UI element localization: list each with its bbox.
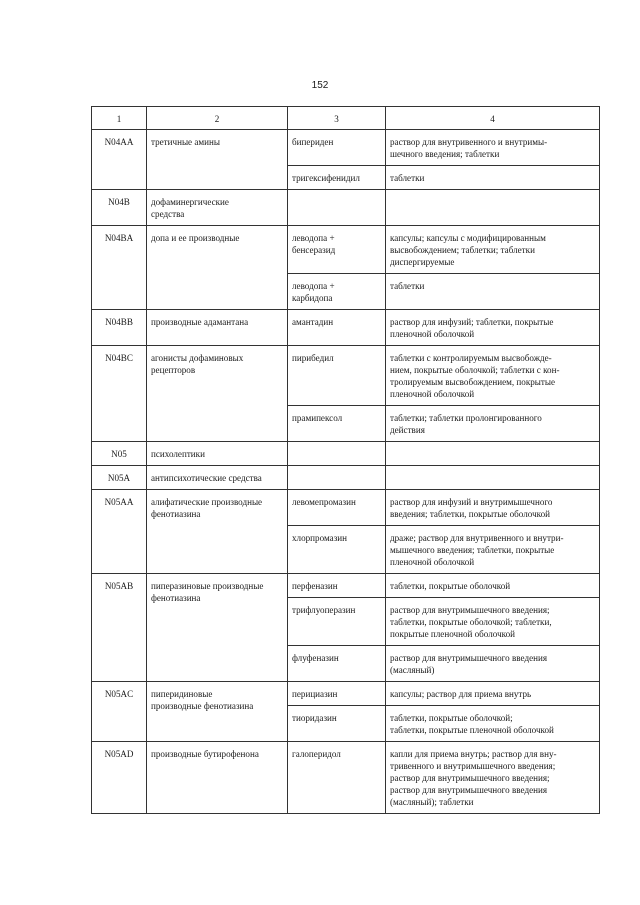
group-name-cell: алифатические производные фенотиазина [147,490,288,574]
table-row [92,742,600,814]
group-name-cell: пиперазиновые производные фенотиазина [147,574,288,682]
dosage-form-cell: таблетки; таблетки пролонгированного действия [386,406,600,442]
drug-name-cell [288,442,386,466]
table-row [92,310,600,346]
dosage-form-cell: раствор для внутривенного и внутримы- шечного введения; таблетки [386,130,600,166]
drug-name-cell: пирибедил [288,346,386,406]
group-name-cell: производные бутирофенона [147,742,288,814]
dosage-form-cell: таблетки [386,166,600,190]
header-row [92,107,600,130]
dosage-form-cell: таблетки [386,274,600,310]
drug-name-cell: бипериден [288,130,386,166]
drug-table [91,106,600,814]
group-name-cell: третичные амины [147,130,288,190]
table-row [92,442,600,466]
page-number: 152 [311,80,329,91]
drug-name-cell: леводопа + бенсеразид [288,226,386,274]
group-name-cell: агонисты дофаминовых рецепторов [147,346,288,442]
atc-code-cell: N05AD [92,742,147,814]
drug-name-cell: флуфеназин [288,646,386,682]
group-name-cell: допа и ее производные [147,226,288,310]
atc-code-cell: N05AC [92,682,147,742]
table-row [92,346,600,406]
table-row [92,490,600,526]
table-row [92,682,600,706]
header-col-2: 2 [147,107,288,130]
drug-name-cell: тригексифенидил [288,166,386,190]
group-name-cell: дофаминергические средства [147,190,288,226]
atc-code-cell: N04BB [92,310,147,346]
table-row [92,190,600,226]
atc-code-cell: N05 [92,442,147,466]
drug-name-cell: перициазин [288,682,386,706]
atc-code-cell: N05A [92,466,147,490]
dosage-form-cell: драже; раствор для внутривенного и внутри- мышечного введения; таблетки, покрытые пленочной оболочкой [386,526,600,574]
drug-name-cell [288,190,386,226]
drug-name-cell: леводопа + карбидопа [288,274,386,310]
table-row [92,130,600,166]
table-row [92,574,600,598]
dosage-form-cell: раствор для внутримышечного введения; таблетки, покрытые оболочкой; таблетки, покрытые пленочной оболочкой [386,598,600,646]
atc-code-cell: N04BC [92,346,147,442]
dosage-form-cell: таблетки, покрытые оболочкой [386,574,600,598]
dosage-form-cell: раствор для инфузий; таблетки, покрытые пленочной оболочкой [386,310,600,346]
group-name-cell: антипсихотические средства [147,466,288,490]
table-row [92,466,600,490]
atc-code-cell: N05AA [92,490,147,574]
table-row [92,226,600,274]
drug-name-cell: галоперидол [288,742,386,814]
dosage-form-cell: таблетки, покрытые оболочкой; таблетки, покрытые пленочной оболочкой [386,706,600,742]
dosage-form-cell: раствор для инфузий и внутримышечного введения; таблетки, покрытые оболочкой [386,490,600,526]
drug-name-cell: амантадин [288,310,386,346]
dosage-form-cell: таблетки с контролируемым высвобожде- нием, покрытые оболочкой; таблетки с кон- тролируемым высвобождением, покрытые пленочной оболочкой [386,346,600,406]
dosage-form-cell [386,442,600,466]
drug-name-cell: трифлуоперазин [288,598,386,646]
drug-name-cell [288,466,386,490]
drug-name-cell: левомепромазин [288,490,386,526]
drug-name-cell: прамипексол [288,406,386,442]
group-name-cell: производные адамантана [147,310,288,346]
atc-code-cell: N04AA [92,130,147,190]
atc-code-cell: N04B [92,190,147,226]
dosage-form-cell [386,466,600,490]
drug-name-cell: перфеназин [288,574,386,598]
atc-code-cell: N05AB [92,574,147,682]
dosage-form-cell: капли для приема внутрь; раствор для вну- тривенного и внутримышечного введения; раствор для внутримышечного введения; раствор для внутримышечного введения (масляный); таблетки [386,742,600,814]
atc-code-cell: N04BA [92,226,147,310]
table-body [92,130,600,814]
dosage-form-cell: раствор для внутримышечного введения (масляный) [386,646,600,682]
dosage-form-cell: капсулы; раствор для приема внутрь [386,682,600,706]
dosage-form-cell: капсулы; капсулы с модифицированным высвобождением; таблетки; таблетки диспергируемые [386,226,600,274]
header-col-3: 3 [288,107,386,130]
dosage-form-cell [386,190,600,226]
drug-name-cell: хлорпромазин [288,526,386,574]
header-col-1: 1 [92,107,147,130]
group-name-cell: психолептики [147,442,288,466]
group-name-cell: пиперидиновые производные фенотиазина [147,682,288,742]
drug-name-cell: тиоридазин [288,706,386,742]
header-col-4: 4 [386,107,600,130]
